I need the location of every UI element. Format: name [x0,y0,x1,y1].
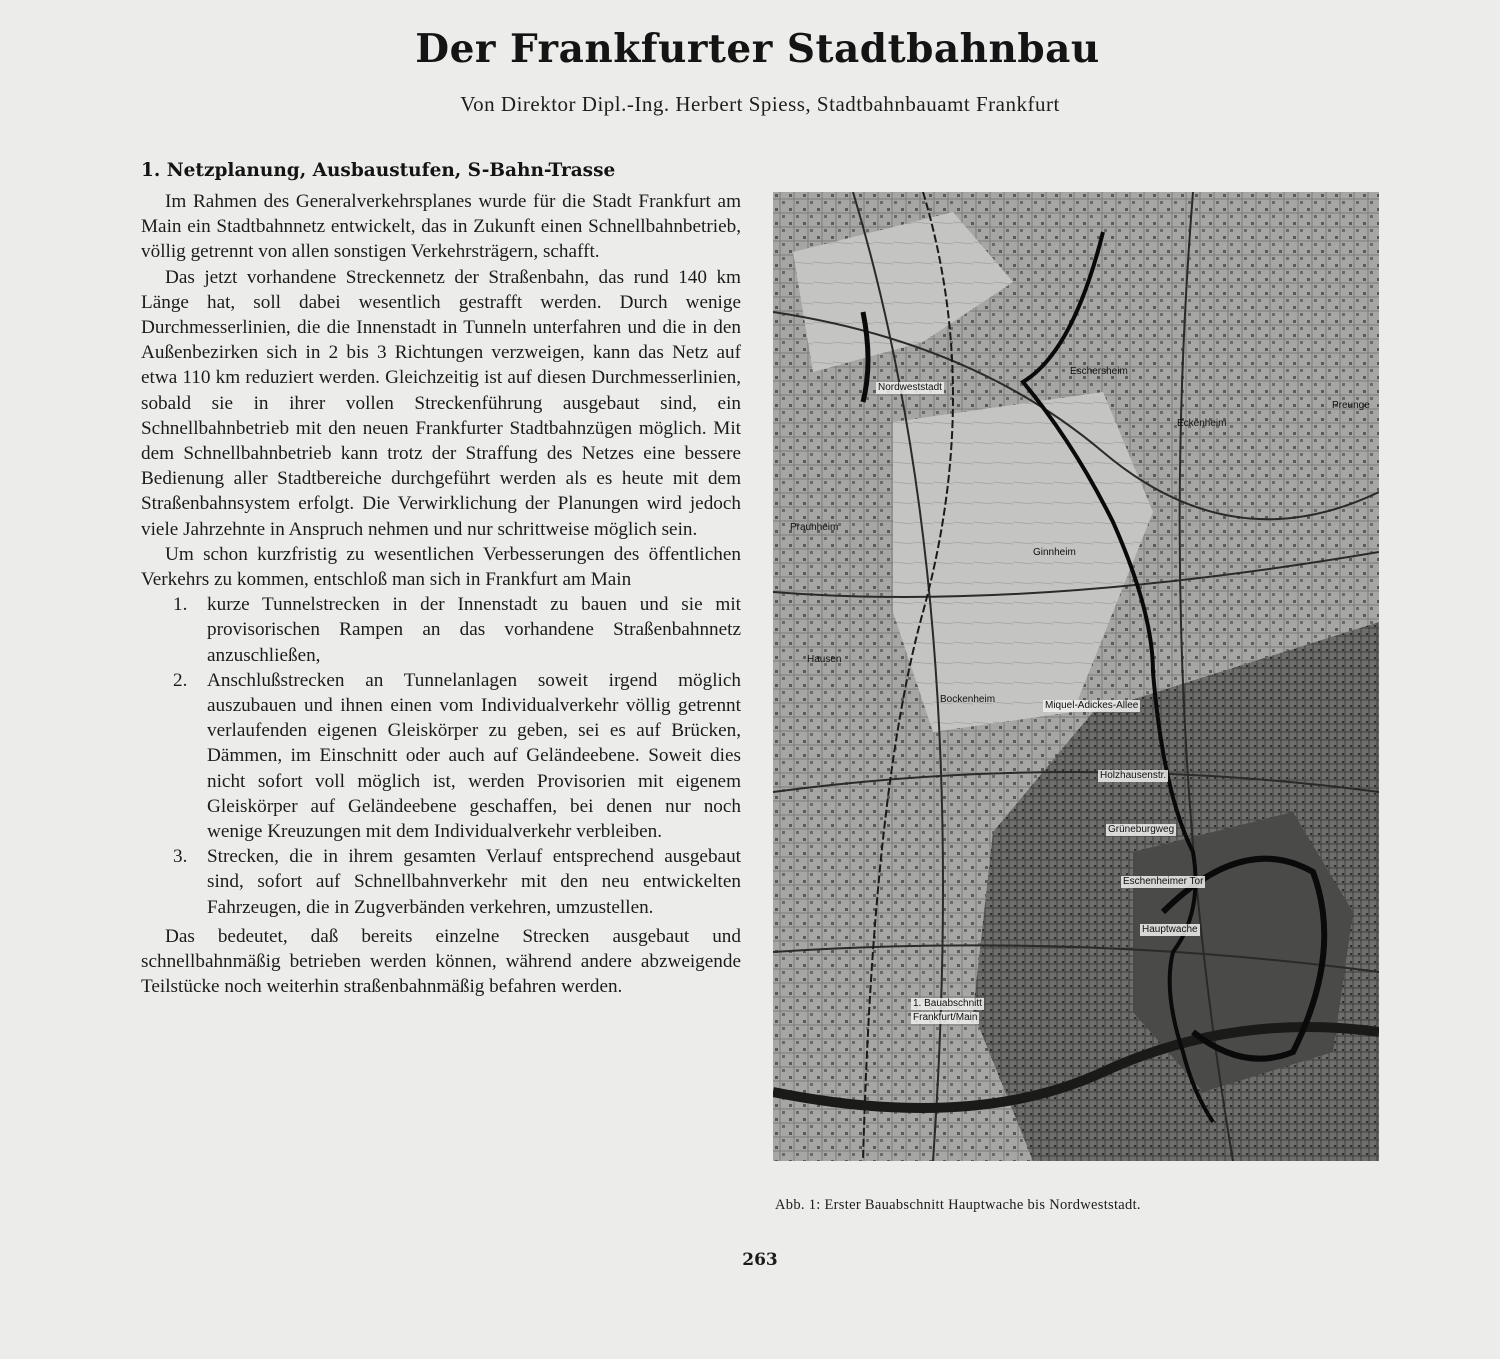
map-label-preungesheim: Preunge [1332,400,1370,411]
map-label-eckenheim: Eckenheim [1177,418,1227,429]
figure-caption: Abb. 1: Erster Bauabschnitt Hauptwache bis Nordweststadt. [775,1197,1141,1213]
map-label-frankfurt-main: Frankfurt/Main [913,1012,978,1023]
page-number: 263 [742,1250,778,1270]
map-label-praunheim: Praunheim [790,522,839,533]
map-label-bauabschnitt: 1. Bauabschnitt [913,998,982,1009]
article-byline: Von Direktor Dipl.-Ing. Herbert Spiess, Stadtbahnbauamt Frankfurt [460,92,1060,116]
station-label-grueneburgweg: Grüneburgweg [1108,824,1175,835]
section-heading: 1. Netzplanung, Ausbaustufen, S-Bahn-Trasse [141,160,616,181]
list-item [141,592,741,668]
list-text: Anschlußstrecken an Tunnelanlagen soweit irgend möglich auszubauen und ihnen einen vom Individualverkehr völlig getrennt verlaufenden eigenen Gleiskörper zu geben, sei es auf Brücken, Dämmen, im Einschnitt oder auch auf Geländeebene. Soweit dies nicht sofort voll möglich ist, werden Provisorien mit eigenem Gleiskörper auf Geländeebene geschaffen, bei denen nur noch wenige Kreuzungen mit dem Individualverkehr verbleiben. [207,669,741,843]
numbered-list [141,592,741,920]
station-label-holzhausenstr: Holzhausenstr. [1100,770,1167,781]
map-label-hausen: Hausen [807,654,842,665]
map-label-bockenheim: Bockenheim [940,694,996,705]
article-title: Der Frankfurter Stadtbahnbau [415,26,1100,72]
map-label-eschersheim: Eschersheim [1070,366,1128,377]
paragraph: Das bedeutet, daß bereits einzelne Strecken ausgebaut und schnellbahnmäßig betrieben werden können, während andere abzweigende Teilstücke noch weiterhin straßenbahnmäßig befahren werden. [141,925,741,998]
list-text: Strecken, die in ihrem gesamten Verlauf entsprechend ausgebaut sind, sofort auf Schnellbahnverkehr mit den neu entwickelten Fahrzeugen, die in Zugverbänden verkehren, umzustellen. [207,846,741,918]
list-text: kurze Tunnelstrecken in der Innenstadt zu bauen und sie mit provisorischen Rampen an das vorhandene Straßenbahnnetz anzuschließen, [207,594,741,666]
body-text-column [141,189,741,1000]
station-label-nordweststadt: Nordweststadt [878,382,942,393]
list-number: 2. [173,669,188,691]
paragraph: Das jetzt vorhandene Streckennetz der Straßenbahn, das rund 140 km Länge hat, soll dabei wesentlich gestrafft werden. Durch wenige Durchmesserlinien, die die Innenstadt in Tunneln unterfahren und die in den Außenbezirken sich in 2 bis 3 Richtungen verzweigen, kann das Netz auf etwa 110 km reduziert werden. Gleichzeitig ist auf diesen Durchmesserlinien, sobald sie in ihrer vollen Streckenführung ausgebaut sind, ein Schnellbahnbetrieb mit den neuen Frankfurter Stadtbahnzügen möglich. Mit dem Schnellbahnbetrieb kann trotz der Straffung des Netzes eine bessere Bedienung aller Stadtbereiche durchgeführt werden als es heute mit dem Straßenbahnsystem erfolgt. Die Verwirklichung der Planungen wird jedoch viele Jahrzehnte in Anspruch nehmen und nur schrittweise möglich sein. [141,266,741,540]
map-drawing [773,192,1379,1161]
city-map-figure [773,192,1379,1161]
list-number: 1. [173,594,188,616]
list-item [141,844,741,920]
paragraph: Im Rahmen des Generalverkehrsplanes wurde für die Stadt Frankfurt am Main ein Stadtbahnnetz entwickelt, das in Zukunft einen Schnellbahnbetrieb, völlig getrennt von allen sonstigen Verkehrsträgern, schafft. [141,191,741,263]
station-label-miquel-adickes-allee: Miquel-Adickes-Allee [1045,700,1139,711]
station-label-eschenheimer-tor: Eschenheimer Tor [1123,876,1204,887]
map-label-ginnheim: Ginnheim [1033,547,1076,558]
station-label-hauptwache: Hauptwache [1142,924,1198,935]
list-item [141,668,741,844]
list-number: 3. [173,846,188,868]
paragraph: Um schon kurzfristig zu wesentlichen Verbesserungen des öffentlichen Verkehrs zu kommen, entschloß man sich in Frankfurt am Main [141,543,741,591]
